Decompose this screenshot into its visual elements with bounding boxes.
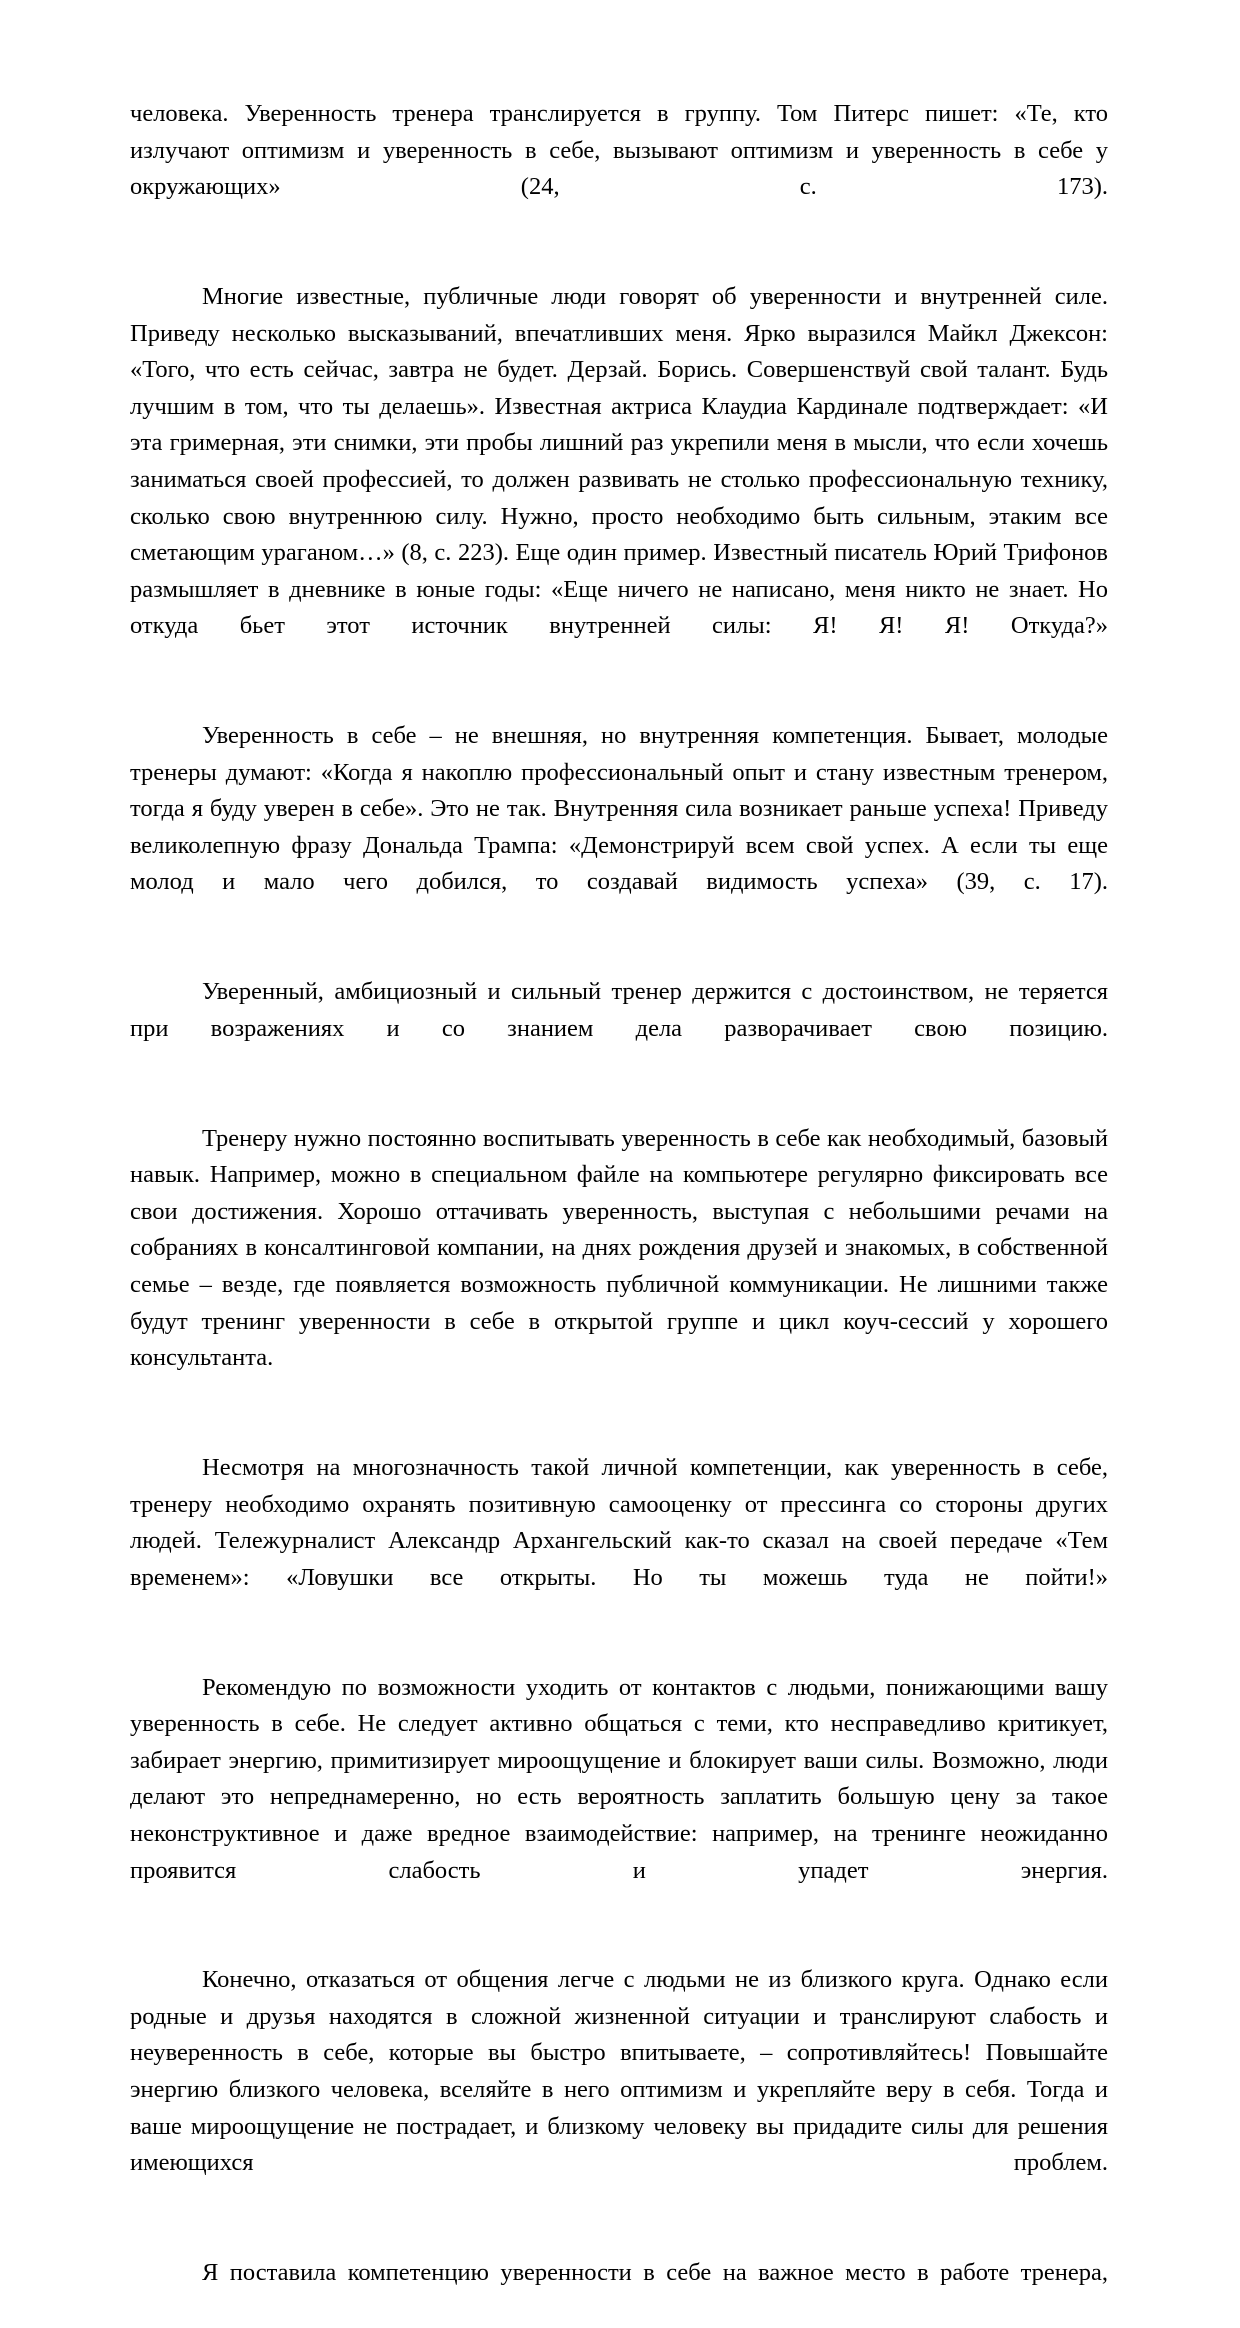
paragraph-5: Тренеру нужно постоянно воспитывать уверенность в себе как необходимый, базовый навык. Например, можно в специальном файле на компьютере регулярно фиксировать все свои достижения. Хорошо оттачивать уверенность, выступая с небольшими речами на собраниях в консалтинговой компании, на днях рождения друзей и знакомых, в собственной семье – везде, где появляется возможность публичной коммуникации. Не лишними также будут тренинг уверенности в себе в открытой группе и цикл коуч-сессий у хорошего консультанта. (130, 1124, 1108, 1372)
body-text-column (130, 96, 1108, 2328)
paragraph-6: Несмотря на многозначность такой личной компетенции, как уверенность в себе, тренеру необходимо охранять позитивную самооценку от прессинга со стороны других людей. Тележурналист Александр Архангельский как-то сказал на своей передаче «Тем временем»: «Ловушки все открыты. Но ты можешь туда не пойти!» (130, 1453, 1108, 1591)
paragraph-9: Я поставила компетенцию уверенности в себе на важное место в работе тренера, (202, 2259, 1108, 2287)
paragraph-1: человека. Уверенность тренера транслируется в группу. Том Питерс пишет: «Те, кто излучают оптимизм и уверенность в себе, вызывают оптимизм и уверенность в себе у окружающих» (24, с. 173). (130, 100, 1108, 201)
paragraph-4: Уверенный, амбициозный и сильный тренер держится с достоинством, не теряется при возражениях и со знанием дела разворачивает свою позицию. (130, 978, 1108, 1042)
paragraph-7: Рекомендую по возможности уходить от контактов с людьми, понижающими вашу уверенность в себе. Не следует активно общаться с теми, кто несправедливо критикует, забирает энергию, примитизирует мироощущение и блокирует ваши силы. Возможно, люди делают это непреднамеренно, но есть вероятность заплатить большую цену за такое неконструктивное и даже вредное взаимодействие: например, на тренинге неожиданно проявится слабость и упадет энергия. (130, 1673, 1108, 1884)
paragraph-8: Конечно, отказаться от общения легче с людьми не из близкого круга. Однако если родные и друзья находятся в сложной жизненной ситуации и транслируют слабость и неуверенность в себе, которые вы быстро впитываете, – сопротивляйтесь! Повышайте энергию близкого человека, вселяйте в него оптимизм и укрепляйте веру в себя. Тогда и ваше мироощущение не пострадает, и близкому человеку вы придадите силы для решения имеющихся проблем. (130, 1966, 1108, 2177)
paragraph-2: Многие известные, публичные люди говорят об уверенности и внутренней силе. Приведу несколько высказываний, впечатливших меня. Ярко выразился Майкл Джексон: «Того, что есть сейчас, завтра не будет. Дерзай. Борись. Совершенствуй свой талант. Будь лучшим в том, что ты делаешь». Известная актриса Клаудиа Кардинале подтверждает: «И эта гримерная, эти снимки, эти пробы лишний раз укрепили меня в мысли, что если хочешь заниматься своей профессией, то должен развивать не столько профессиональную технику, сколько свою внутреннюю силу. Нужно, просто необходимо быть сильным, этаким все сметающим ураганом…» (8, с. 223). Еще один пример. Известный писатель Юрий Трифонов размышляет в дневнике в юные годы: «Еще ничего не написано, меня никто не знает. Но откуда бьет этот источник внутренней силы: Я! Я! Я! Откуда?» (130, 282, 1108, 640)
paragraph-3: Уверенность в себе – не внешняя, но внутренняя компетенция. Бывает, молодые тренеры думают: «Когда я накоплю профессиональный опыт и стану известным тренером, тогда я буду уверен в себе». Это не так. Внутренняя сила возникает раньше успеха! Приведу великолепную фразу Дональда Трампа: «Демонстрируй всем свой успех. А если ты еще молод и мало чего добился, то создавай видимость успеха» (39, с. 17). (130, 722, 1108, 896)
